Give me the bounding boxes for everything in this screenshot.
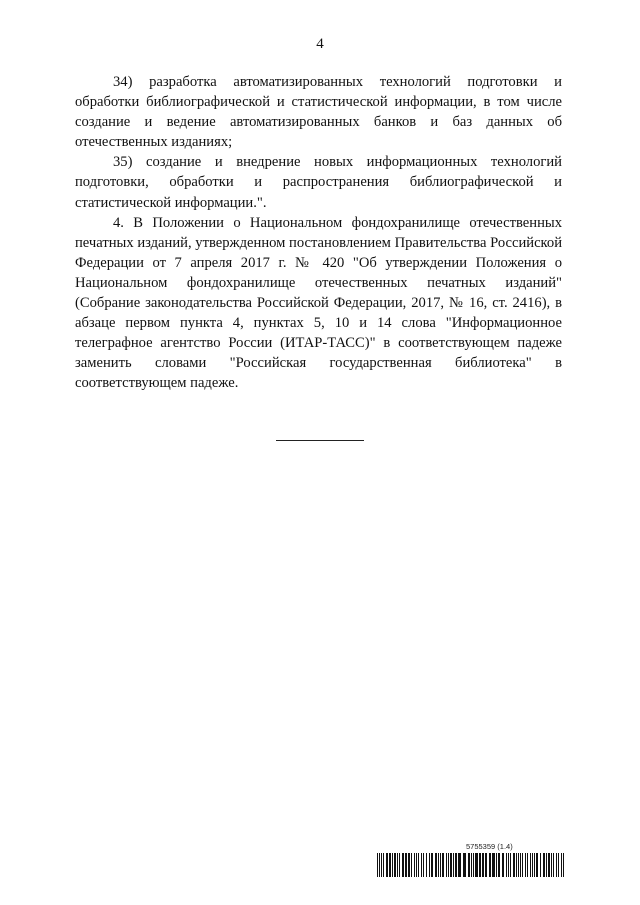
paragraph-item-35: 35) создание и внедрение новых информационных технологий подготовки, обработки и распространения библиографической и статистической информации.". [75, 154, 562, 211]
document-body [75, 72, 562, 394]
barcode-icon [377, 853, 567, 877]
paragraph-item-34: 34) разработка автоматизированных технологий подготовки и обработки библиографической и статистической информации, в том числе создание и ведение автоматизированных банков и баз данных об отечественных изданиях; [75, 74, 562, 151]
end-separator-line [276, 440, 364, 441]
page-number: 4 [316, 36, 324, 52]
document-code: 5755359 (1.4) [466, 842, 513, 851]
paragraph-point-4: 4. В Положении о Национальном фондохранилище отечественных печатных изданий, утвержденном постановлением Правительства Российской Федерации от 7 апреля 2017 г. № 420 "Об утверждении Положения о Национальном фондохранилище отечественных печатных изданий" (Собрание законодательства Российской Федерации, 2017, № 16, ст. 2416), в абзаце первом пункта 4, пунктах 5, 10 и 14 слова "Информационное телеграфное агентство России (ИТАР-ТАСС)" в соответствующем падеже заменить словами "Российская государственная библиотека" в соответствующем падеже. [75, 214, 562, 392]
